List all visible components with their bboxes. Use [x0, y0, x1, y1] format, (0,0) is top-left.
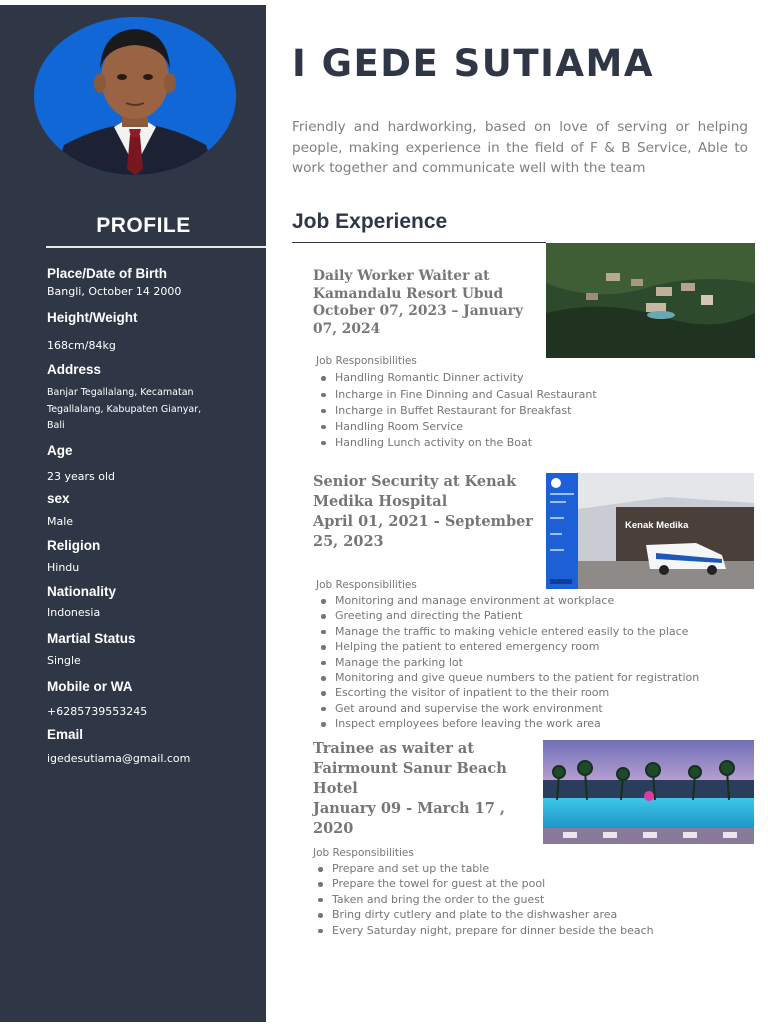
birth-label: Place/Date of Birth [47, 266, 168, 281]
responsibilities-list [318, 370, 597, 450]
beach-hotel-photo [543, 740, 754, 844]
hospital-photo [546, 473, 754, 589]
list-item: Escorting the visitor of inpatient to the their room [318, 685, 699, 700]
job-dates: April 01, 2021 - September 25, 2023 [313, 513, 533, 550]
religion-value: Hindu [47, 561, 80, 574]
email-label: Email [47, 727, 84, 742]
marital-status-value: Single [47, 654, 81, 667]
resort-photo [546, 243, 755, 358]
responsibilities-heading: Job Responsibilities [316, 579, 417, 591]
responsibilities-heading: Job Responsibilities [313, 847, 414, 859]
responsibilities-heading: Job Responsibilities [316, 355, 417, 367]
job-position: Senior Security at Kenak Medika Hospital [313, 473, 517, 510]
mobile-value: +6285739553245 [47, 705, 148, 718]
mobile-label: Mobile or WA [47, 679, 133, 694]
birth-value: Bangli, October 14 2000 [47, 285, 182, 298]
list-item: Monitoring and manage environment at workplace [318, 593, 699, 608]
list-item: Incharge in Fine Dinning and Casual Restaurant [318, 387, 597, 402]
list-item: Monitoring and give queue numbers to the patient for registration [318, 670, 699, 685]
list-item: Handling Romantic Dinner activity [318, 370, 597, 385]
list-item: Get around and supervise the work environment [318, 701, 699, 716]
responsibilities-list [315, 861, 654, 938]
job-title [313, 739, 543, 839]
list-item: Bring dirty cutlery and plate to the dishwasher area [315, 907, 654, 922]
list-item: Handling Room Service [318, 419, 597, 434]
list-item: Helping the patient to entered emergency room [318, 639, 699, 654]
job-position: Trainee as waiter at Fairmount Sanur Beach Hotel [313, 740, 507, 797]
marital-status-label: Martial Status [47, 631, 136, 646]
age-value: 23 years old [47, 470, 116, 483]
list-item: Prepare the towel for guest at the pool [315, 876, 654, 891]
hospital-sign: Kenak Medika [625, 520, 689, 531]
sex-value: Male [47, 515, 74, 528]
list-item: Greeting and directing the Patient [318, 608, 699, 623]
height-weight-label: Height/Weight [47, 310, 138, 325]
job-dates: January 09 - March 17 , 2020 [313, 800, 505, 837]
address-label: Address [47, 362, 102, 377]
job-dates: October 07, 2023 – January 07, 2024 [313, 303, 523, 337]
profile-title: PROFILE [96, 214, 191, 237]
nationality-value: Indonesia [47, 606, 101, 619]
list-item: Inspect employees before leaving the work area [318, 716, 699, 731]
nationality-label: Nationality [47, 584, 117, 599]
email-value: igedesutiama@gmail.com [47, 752, 191, 765]
job-experience-heading: Job Experience [292, 210, 448, 233]
list-item: Prepare and set up the table [315, 861, 654, 876]
job-position: Daily Worker Waiter at Kamandalu Resort Ubud [313, 268, 504, 302]
job-title [313, 268, 541, 338]
responsibilities-list [318, 593, 699, 732]
list-item: Taken and bring the order to the guest [315, 892, 654, 907]
age-label: Age [47, 443, 73, 458]
list-item: Every Saturday night, prepare for dinner beside the beach [315, 923, 654, 938]
section-divider [292, 242, 546, 243]
list-item: Manage the parking lot [318, 655, 699, 670]
list-item: Handling Lunch activity on the Boat [318, 435, 597, 450]
address-value: Banjar Tegallalang, Kecamatan Tegallalang, Kabupaten Gianyar, Bali [47, 387, 202, 431]
profile-photo [34, 17, 236, 175]
list-item: Incharge in Buffet Restaurant for Breakfast [318, 403, 597, 418]
list-item: Manage the traffic to making vehicle entered easily to the place [318, 624, 699, 639]
profile-summary: Friendly and hardworking, based on love of serving or helping people, making experience in the field of F & B Service, Able to work together and communicate well with the team [292, 119, 748, 176]
candidate-name: I GEDE SUTIAMA [292, 42, 654, 85]
job-title [313, 472, 545, 552]
religion-label: Religion [47, 538, 101, 553]
profile-divider [46, 246, 266, 248]
sex-label: sex [47, 491, 70, 506]
height-weight-value: 168cm/84kg [47, 339, 116, 352]
